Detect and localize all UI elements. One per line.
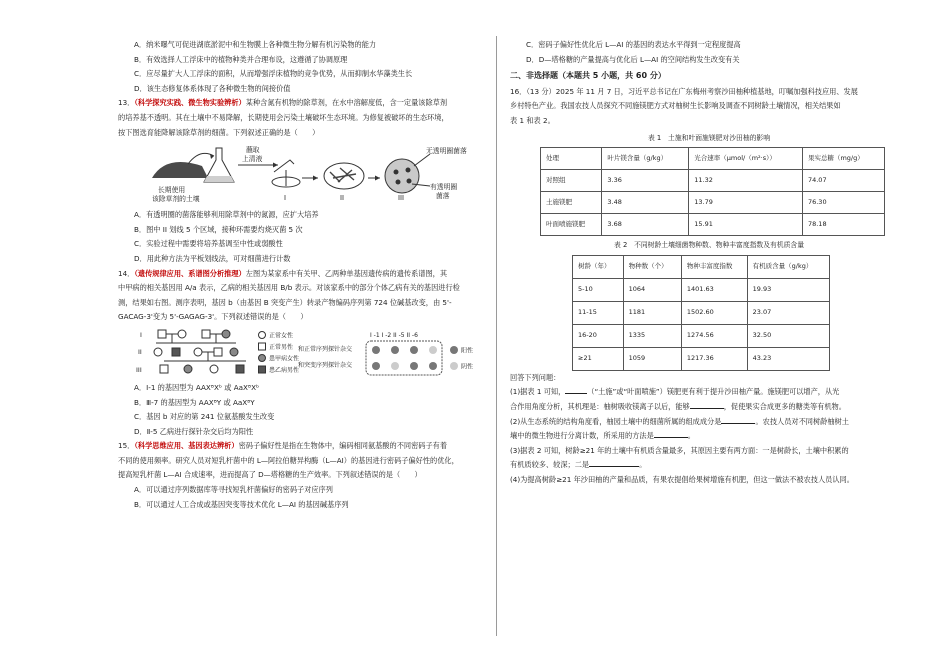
option-b: B．有效选择人工浮床中的植物种类并合理布设，这遵循了协调原理 [134, 54, 348, 64]
option-a: A．纳米曝气可促进湖底淤泥中和生物膜上各种微生物分解有机污染物的能力 [134, 40, 377, 49]
table-row [573, 278, 830, 301]
table-cell: 43.23 [747, 347, 829, 370]
q15-option-c: C．密码子偏好性优化后 L—AI 的基因的表达水平得到一定程度提高 [526, 40, 741, 49]
svg-text:有透明圈: 有透明圈 [430, 183, 458, 192]
answer-blank[interactable] [654, 430, 688, 438]
sub-question-1-line: 合作用角度分析，其机理是：柚树吸收镁离子以后，能够 ，促使果实合成更多的糖类等有机物。 [510, 401, 846, 411]
question-14-stem-line: GACAG-3'变为 5'-GAGAG-3'。下列叙述错误的是（ ） [118, 312, 308, 322]
table-1 [540, 147, 885, 236]
question-15-number: 15． [118, 441, 135, 451]
svg-text:I -1 I -2 II -5 II -6: I -1 I -2 II -5 II -6 [370, 331, 418, 339]
plate-iii [385, 159, 419, 193]
question-15-tag: （科学思维应用、基因表达辨析） [134, 441, 239, 451]
table-cell: 1181 [623, 301, 681, 324]
inoculation-loop-icon [274, 160, 294, 172]
table-cell: 1274.56 [681, 324, 747, 347]
svg-text:I: I [284, 194, 287, 203]
table-cell: 土施镁肥 [541, 192, 602, 214]
soil-label-line1: 长期使用 [158, 186, 186, 195]
svg-text:I: I [140, 330, 142, 339]
question-13-stem: 13．（科学探究实践、微生物实验辨析）某种含氮有机物的除草剂，在水中溶解度低，含一定量该除草剂 [118, 98, 448, 108]
table-cell: 13.79 [689, 192, 803, 214]
table-row [541, 214, 885, 236]
question-14-tag: （遗传规律应用、系谱图分析推理） [134, 268, 246, 278]
question-13-tag: （科学探究实践、微生物实验辨析） [134, 98, 246, 108]
question-14-stem: 14．（遗传规律应用、系谱图分析推理）左图为某家系中有关甲、乙两种单基因遗传病的遗传系谱图，其 [118, 268, 448, 278]
sub-question-1: (1)据表 1 可知， （“土施”或“叶面喷施”）镁肥更有利于提升沙田柚产量。施镁肥可以增产，从光 [510, 387, 840, 397]
table-header-cell: 处理 [541, 148, 602, 170]
q14-option-a: A．Ⅰ-1 的基因型为 AAXᴮXᵇ 或 AaXᴮXᵇ [134, 382, 260, 392]
soil-label-line2: 该除草剂的土壤 [152, 195, 200, 204]
table-header-row [541, 148, 885, 170]
question-15-stem: 15．（科学思维应用、基因表达辨析）密码子偏好性是指在生物体中，编码相同氨基酸的不同密码子有着 [118, 441, 448, 451]
svg-text:正常女性: 正常女性 [269, 332, 294, 340]
table-header-cell: 光合速率（μmol/（m²·s）） [689, 148, 803, 170]
svg-text:正常男性: 正常男性 [269, 343, 294, 351]
table-cell: 1064 [623, 278, 681, 301]
question-14-stem-line: 测，结果如右图。测序表明，基因 b（由基因 B 突变产生）转录产物编码序列第 724 位碱基改变，由 5'- [118, 297, 452, 307]
option-d: D．该生态修复体系体现了各种微生物的间接价值 [134, 83, 291, 93]
svg-text:III: III [136, 365, 142, 374]
sub-question-2: (2)从生态系统的结构角度看，柚园土壤中的细菌所属的组成成分是 。农技人员对不同树龄柚树土 [510, 416, 849, 426]
table-cell: 1059 [623, 347, 681, 370]
question-13-number: 13． [118, 98, 135, 108]
q14-option-b: B．Ⅲ-7 的基因型为 AAXᴮY 或 AaXᴮY [134, 397, 255, 407]
table-header-cell: 树龄（年） [573, 255, 624, 278]
svg-text:蘸取: 蘸取 [246, 146, 260, 155]
table-cell: 3.36 [602, 170, 689, 192]
table-cell: 1217.36 [681, 347, 747, 370]
svg-text:患乙病男性: 患乙病男性 [269, 366, 300, 374]
question-13-figure [118, 142, 486, 206]
q15-option-a: A．可以通过序列数据库等寻找短乳杆菌偏好的密码子对应序列 [134, 485, 333, 495]
table-row [573, 347, 830, 370]
svg-text:III: III [398, 194, 405, 203]
pedigree-diagram [118, 327, 486, 379]
q14-option-c: C．基因 b 对应的第 241 位氨基酸发生改变 [134, 412, 275, 422]
svg-text:阳性: 阳性 [461, 347, 474, 355]
q13-option-a: A．有透明圈的菌落能够利用除草剂中的氮源，应扩大培养 [134, 210, 319, 220]
question-13-stem-line: 的培养基不透明。其在土壤中不易降解，长期使用会污染土壤破坏生态环境。为修复被破坏的生态环境， [118, 112, 449, 122]
table-2 [572, 255, 830, 371]
table-cell: 78.18 [802, 214, 884, 236]
right-column [510, 38, 908, 488]
q13-option-d: D．用此种方法为平板划线法，可对细菌进行计数 [134, 253, 291, 263]
table-cell: ≥21 [573, 347, 624, 370]
table-cell: 11-15 [573, 301, 624, 324]
table-row [573, 324, 830, 347]
answer-blank[interactable] [565, 386, 587, 394]
svg-text:II: II [138, 347, 142, 356]
answer-intro: 回答下列问题： [510, 372, 561, 382]
table-cell: 16-20 [573, 324, 624, 347]
table-cell: 1502.60 [681, 301, 747, 324]
bacteria-screening-diagram [118, 142, 486, 206]
question-14-number: 14． [118, 268, 135, 278]
sub-question-3-line: 有机质较多、较深；二是 。 [510, 460, 647, 470]
question-14-figure [118, 327, 486, 379]
answer-blank[interactable] [721, 416, 755, 424]
table-1-caption: 表 1 土施和叶面施镁肥对沙田柚的影响 [647, 133, 771, 142]
question-16-stem-line: 表 1 和表 2。 [510, 115, 555, 125]
column-divider [496, 36, 497, 636]
svg-text:和正常序列探针杂交: 和正常序列探针杂交 [298, 345, 353, 353]
q15-option-b: B．可以通过人工合成或基因突变等技术优化 L—AI 的基因碱基序列 [134, 499, 349, 509]
table-cell: 11.32 [689, 170, 803, 192]
soil-mound [152, 162, 208, 178]
table-cell: 3.48 [602, 192, 689, 214]
table-header-cell: 物种丰富度指数 [681, 255, 747, 278]
table-header-cell: 有机质含量（g/kg） [747, 255, 829, 278]
left-column [118, 38, 486, 512]
question-16-stem: 16．（13 分）2025 年 11 月 7 日，习近平总书记在广东梅州考察沙田柚种植基地，叮嘱加强科技应用、发展 [510, 86, 858, 96]
q13-option-b: B．图中 II 划线 5 个区域，接种环需要灼烧灭菌 5 次 [134, 224, 303, 234]
sub-question-2-line: 壤中的微生物进行分离计数，所采用的方法是 。 [510, 431, 695, 441]
question-16-number: 16． [510, 86, 527, 96]
table-cell: 对照组 [541, 170, 602, 192]
question-13-stem-line: 按下图选育能降解该除草剂的细菌。下列叙述正确的是（ ） [118, 127, 320, 137]
table-header-cell: 果实总糖（mg/g） [802, 148, 884, 170]
table-header-cell: 叶片镁含量（g/kg） [602, 148, 689, 170]
svg-text:阴性: 阴性 [461, 363, 474, 371]
q13-option-c: C．实验过程中需要将培养基调至中性或弱酸性 [134, 239, 283, 249]
table-header-cell: 物种数（个） [623, 255, 681, 278]
q14-option-d: D．Ⅱ-5 乙病进行探针杂交后均为阳性 [134, 426, 254, 436]
question-16-stem-line: 乡村特色产业。我国农技人员探究不同施镁肥方式对柚树生长影响及调查不同树龄土壤情况，相关结果如 [510, 101, 841, 111]
question-15-stem-line: 提高短乳杆菌 L—AI 合成速率，进而提高了 D—塔格糖的生产效率。下列叙述错误的是（ ） [118, 470, 422, 480]
table-cell: 74.07 [802, 170, 884, 192]
table-cell: 23.07 [747, 301, 829, 324]
transfer-arrow [188, 153, 214, 164]
svg-text:菌落: 菌落 [436, 192, 450, 201]
svg-text:患甲病女性: 患甲病女性 [269, 355, 300, 363]
svg-text:II: II [340, 194, 345, 203]
table-row [541, 192, 885, 214]
table-header-row [573, 255, 830, 278]
table-cell: 1401.63 [681, 278, 747, 301]
table-2-caption: 表 2 不同树龄土壤细菌物种数、物种丰富度指数及有机质含量 [614, 241, 804, 250]
table-cell: 15.91 [689, 214, 803, 236]
table-row [573, 301, 830, 324]
table-cell: 5-10 [573, 278, 624, 301]
table-cell: 32.50 [747, 324, 829, 347]
table-cell: 1335 [623, 324, 681, 347]
svg-text:无透明圈菌落: 无透明圈菌落 [426, 147, 467, 156]
svg-text:上清液: 上清液 [242, 155, 263, 164]
table-cell: 76.30 [802, 192, 884, 214]
q15-option-d: D．D—塔格糖的产量提高与优化后 L—AI 的空间结构发生改变有关 [526, 54, 740, 64]
question-14-stem-line: 中甲病的相关基因用 A/a 表示，乙病的相关基因用 B/b 表示。对该家系中的部分个体乙病有关的基因进行检 [118, 283, 460, 293]
table-cell: 3.68 [602, 214, 689, 236]
table-cell: 19.93 [747, 278, 829, 301]
option-c: C．应尽量扩大人工浮床的面积，从而增强浮床植物的竞争优势，从而抑制水华藻类生长 [134, 69, 413, 79]
sub-question-3: (3)据表 2 可知，树龄≥21 年的土壤中有机质含量最多，其原因主要有两方面：一是树龄长，土壤中积累的 [510, 445, 849, 455]
table-cell: 叶面喷施镁肥 [541, 214, 602, 236]
svg-text:和突变序列探针杂交: 和突变序列探针杂交 [298, 361, 353, 369]
answer-blank[interactable] [690, 401, 724, 409]
sub-question-4: (4)为提高树龄≥21 年沙田柚的产量和品质，有果农提倡给果树增施有机肥，但这一做法不被农技人员认同。 [510, 474, 854, 484]
section-heading: 二、非选择题（本题共 5 小题，共 60 分） [510, 71, 666, 81]
answer-blank[interactable] [589, 459, 639, 467]
table-row [541, 170, 885, 192]
question-15-stem-line: 不同的使用频率。研究人员对短乳杆菌中的 L—阿拉伯糖异构酶（L—AI）的基因进行密码子偏好性的优化， [118, 455, 459, 465]
